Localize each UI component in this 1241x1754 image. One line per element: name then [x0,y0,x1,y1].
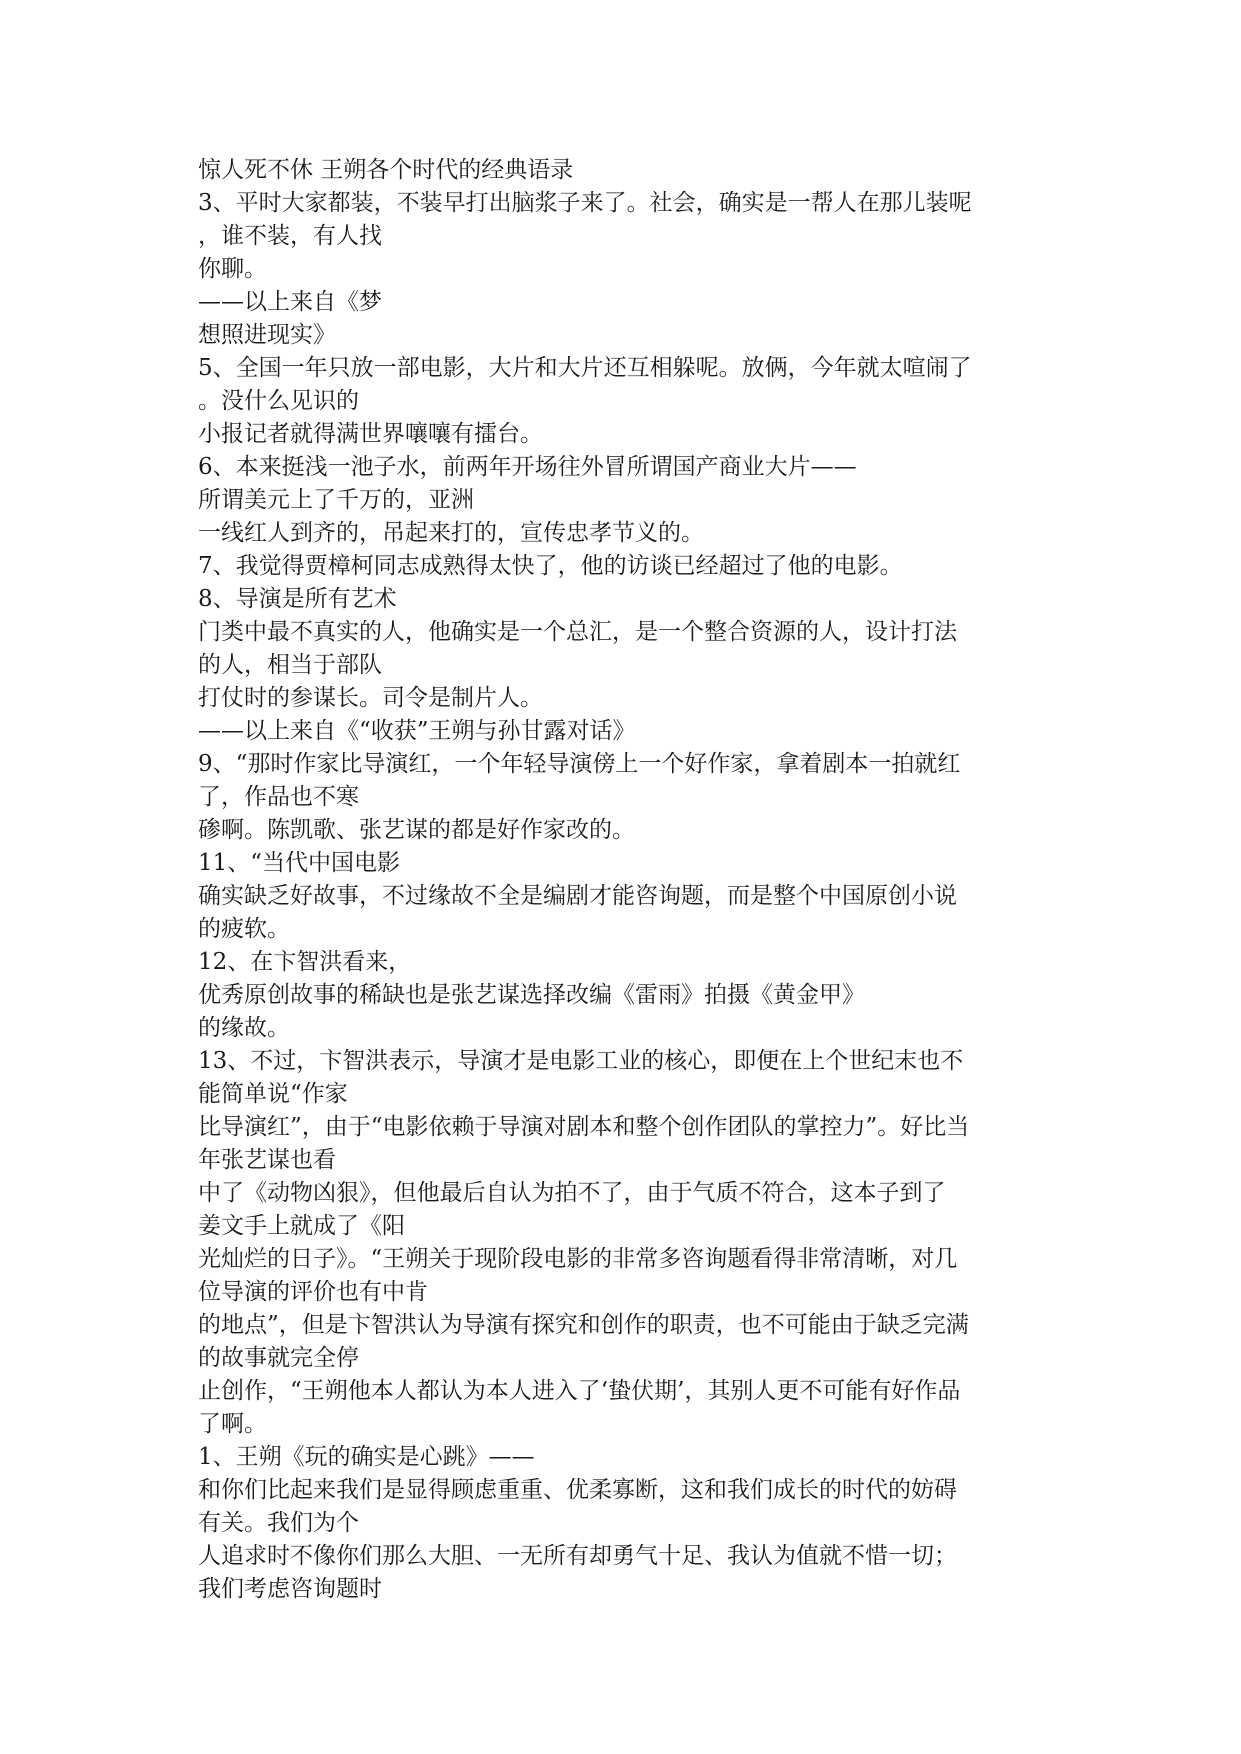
text-line: 的地点”，但是卞智洪认为导演有探究和创作的职责，也不可能由于缺乏完满 [198,1312,969,1338]
text-line: 中了《动物凶狠》，但他最后自认为拍不了，由于气质不符合，这本子到了 [198,1180,946,1206]
text-line: 光灿烂的日子》。“王朔关于现阶段电影的非常多咨询题看得非常清晰，对几 [198,1246,958,1272]
text-line: 你聊。 [198,256,267,282]
text-line: 碜啊。陈凯歌、张艺谋的都是好作家改的。 [198,817,635,843]
text-line: 12、在卞智洪看来， [198,949,412,975]
text-line: 我们考虑咨询题时 [198,1576,382,1602]
text-line: 7、我觉得贾樟柯同志成熟得太快了，他的访谈已经超过了他的电影。 [198,553,903,579]
text-line: 了，作品也不寒 [198,784,359,810]
text-line: 3、平时大家都装，不装早打出脑浆子来了。社会，确实是一帮人在那儿装呢 [198,190,972,216]
document-text [198,154,1048,1606]
text-line: 5、全国一年只放一部电影，大片和大片还互相躲呢。放俩，今年就太喧闹了 [198,355,972,381]
text-line: 的缘故。 [198,1015,290,1041]
text-line: 1、王朔《玩的确实是心跳》—— [198,1444,535,1470]
text-line: 所谓美元上了千万的，亚洲 [198,487,474,513]
text-line: 和你们比起来我们是显得顾虑重重、优柔寡断，这和我们成长的时代的妨碍 [198,1477,957,1503]
text-line: 小报记者就得满世界嚷嚷有擂台。 [198,421,543,447]
text-line: 的疲软。 [198,916,290,942]
text-line: 8、导演是所有艺术 [198,586,397,612]
text-line: 优秀原创故事的稀缺也是张艺谋选择改编《雷雨》拍摄《黄金甲》 [198,982,865,1008]
text-line: 确实缺乏好故事，不过缘故不全是编剧才能咨询题，而是整个中国原创小说 [198,883,957,909]
text-line: 姜文手上就成了《阳 [198,1213,405,1239]
text-line: 11、“当代中国电影 [198,850,401,876]
text-line: 。没什么见识的 [198,388,359,414]
text-line: 能简单说“作家 [198,1081,348,1107]
text-line: ——以上来自《“收获”王朔与孙甘露对话》 [198,718,636,744]
text-line: 13、不过，卞智洪表示，导演才是电影工业的核心，即便在上个世纪末也不 [198,1048,964,1074]
text-line: 的故事就完全停 [198,1345,359,1371]
text-line: 惊人死不休 王朔各个时代的经典语录 [198,157,574,183]
text-line: 门类中最不真实的人，他确实是一个总汇，是一个整合资源的人，设计打法 [198,619,957,645]
text-line: 了啊。 [198,1411,267,1437]
text-line: 一线红人到齐的，吊起来打的，宣传忠孝节义的。 [198,520,704,546]
text-line: 9、“那时作家比导演红，一个年轻导演傍上一个好作家，拿着剧本一拍就红 [198,751,961,777]
text-line: 6、本来挺浅一池子水，前两年开场往外冒所谓国产商业大片—— [198,454,857,480]
text-line: ，谁不装，有人找 [198,223,382,249]
text-line: 有关。我们为个 [198,1510,359,1536]
text-line: 比导演红”，由于“电影依赖于导演对剧本和整个创作团队的掌控力”。好比当 [198,1114,970,1140]
text-line: 打仗时的参谋长。司令是制片人。 [198,685,543,711]
text-line: 的人，相当于部队 [198,652,382,678]
text-line: ——以上来自《梦 [198,289,382,315]
text-line: 位导演的评价也有中肯 [198,1279,428,1305]
text-line: 想照进现实》 [198,322,336,348]
text-line: 人追求时不像你们那么大胆、一无所有却勇气十足、我认为值就不惜一切； [198,1543,957,1569]
text-line: 止创作，“王朔他本人都认为本人进入了‘蛰伏期’，其别人更不可能有好作品 [198,1378,961,1404]
text-line: 年张艺谋也看 [198,1147,336,1173]
